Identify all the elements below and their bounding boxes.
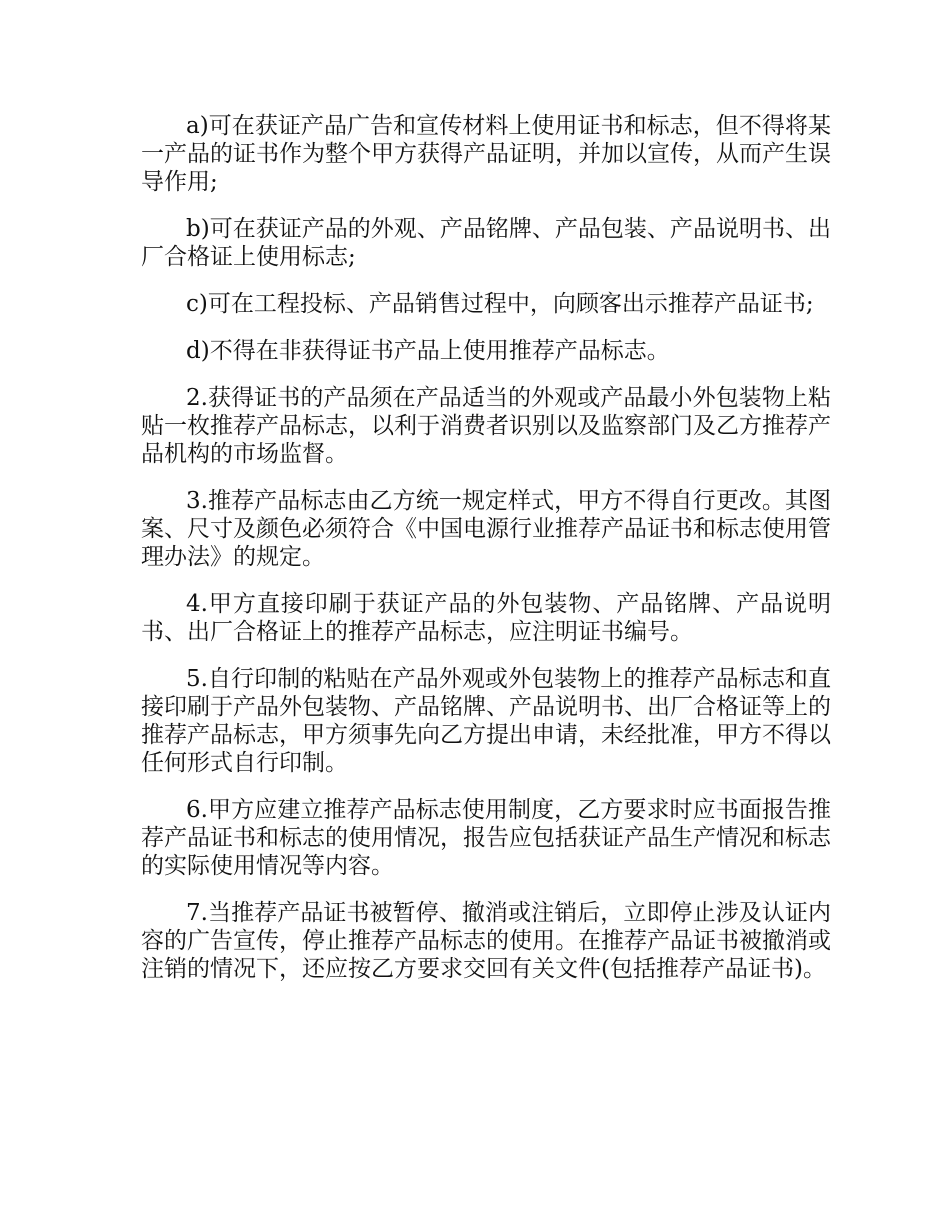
paragraph-7: 7.当推荐产品证书被暂停、撤消或注销后，立即停止涉及认证内容的广告宣传，停止推荐产品标志的使用。在推荐产品证书被撤消或注销的情况下，还应按乙方要求交回有关文件(包括推荐产品证书)。 [141,900,831,982]
document-body [141,112,831,1002]
paragraph-2: 2.获得证书的产品须在产品适当的外观或产品最小外包装物上粘贴一枚推荐产品标志，以利于消费者识别以及监察部门及乙方推荐产品机构的市场监督。 [141,385,831,467]
paragraph-6: 6.甲方应建立推荐产品标志使用制度，乙方要求时应书面报告推荐产品证书和标志的使用情况，报告应包括获证产品生产情况和标志的实际使用情况等内容。 [141,797,831,879]
paragraph-d: d)不得在非获得证书产品上使用推荐产品标志。 [186,338,670,364]
paragraph-c: c)可在工程投标、产品销售过程中，向顾客出示推荐产品证书; [186,291,814,317]
paragraph-3: 3.推荐产品标志由乙方统一规定样式，甲方不得自行更改。其图案、尺寸及颜色必须符合《中国电源行业推荐产品证书和标志使用管理办法》的规定。 [141,488,831,570]
paragraph-b: b)可在获证产品的外观、产品铭牌、产品包装、产品说明书、出厂合格证上使用标志; [141,216,831,270]
paragraph-5: 5.自行印制的粘贴在产品外观或外包装物上的推荐产品标志和直接印刷于产品外包装物、产品铭牌、产品说明书、出厂合格证等上的推荐产品标志，甲方须事先向乙方提出申请，未经批准，甲方不得以任何形式自行印制。 [141,666,831,776]
paragraph-4: 4.甲方直接印刷于获证产品的外包装物、产品铭牌、产品说明书、出厂合格证上的推荐产品标志，应注明证书编号。 [141,591,831,645]
paragraph-a: a)可在获证产品广告和宣传材料上使用证书和标志，但不得将某一产品的证书作为整个甲方获得产品证明，并加以宣传，从而产生误导作用; [141,113,831,195]
